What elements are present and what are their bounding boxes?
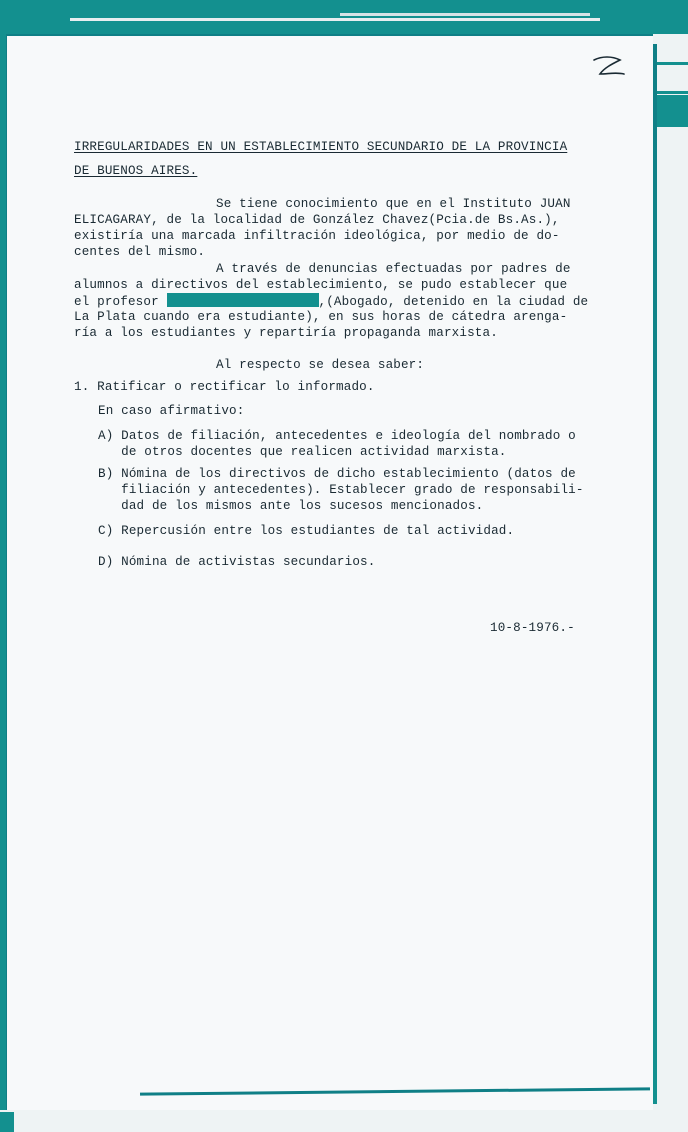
item-a-line-2: de otros docentes que realicen actividad marxista. [98,445,507,459]
paragraph-2-line-3 [74,293,588,311]
item-a-line-1: A) Datos de filiación, antecedentes e ideología del nombrado o [98,429,576,443]
document-title-line-1: IRREGULARIDADES EN UN ESTABLECIMIENTO SECUNDARIO DE LA PROVINCIA [74,140,568,154]
affirmative-label: En caso afirmativo: [98,404,245,418]
redaction-bar [167,293,319,307]
paragraph-2-line-2: alumnos a directivos del establecimiento, se pudo establecer que [74,278,568,292]
item-b-line-3: dad de los mismos ante los sucesos mencionados. [98,499,484,513]
paragraph-1-line-4: centes del mismo. [74,245,206,259]
item-d: D) Nómina de activistas secundarios. [98,555,376,569]
corner-scan-block [655,95,688,127]
handwritten-mark-icon [590,52,630,80]
bottom-scan-edge [0,1110,688,1132]
paragraph-2-line-4: La Plata cuando era estudiante), en sus horas de cátedra arenga- [74,310,568,324]
paragraph-1-line-3: existiría una marcada infiltración ideológica, por medio de do- [74,229,560,243]
paragraph-2-line-1: A través de denuncias efectuadas por padres de [216,262,571,276]
item-b-line-1: B) Nómina de los directivos de dicho establecimiento (datos de [98,467,576,481]
document-title-line-2: DE BUENOS AIRES. [74,164,198,178]
scan-line [340,13,590,16]
item-1: 1. Ratificar o rectificar lo informado. [74,380,375,394]
professor-prefix: el profesor [74,295,167,309]
paragraph-1-line-2: ELICAGARAY, de la localidad de González Chavez(Pcia.de Bs.As.), [74,213,560,227]
item-b-line-2: filiación y antecedentes). Establecer grado de responsabili- [98,483,584,497]
right-scan-margin [652,34,688,1132]
paragraph-2-line-5: ría a los estudiantes y repartiría propaganda marxista. [74,326,498,340]
top-scan-border [0,0,688,34]
request-intro: Al respecto se desea saber: [216,358,425,372]
item-c: C) Repercusión entre los estudiantes de tal actividad. [98,524,515,538]
document-date: 10-8-1976.- [490,621,575,635]
professor-suffix: ,(Abogado, detenido en la ciudad de [318,295,589,309]
scan-line [70,18,600,21]
bottom-corner-mark [0,1112,14,1132]
corner-scan-marks [652,62,688,94]
paragraph-1-line-1: Se tiene conocimiento que en el Instituto JUAN [216,197,571,211]
